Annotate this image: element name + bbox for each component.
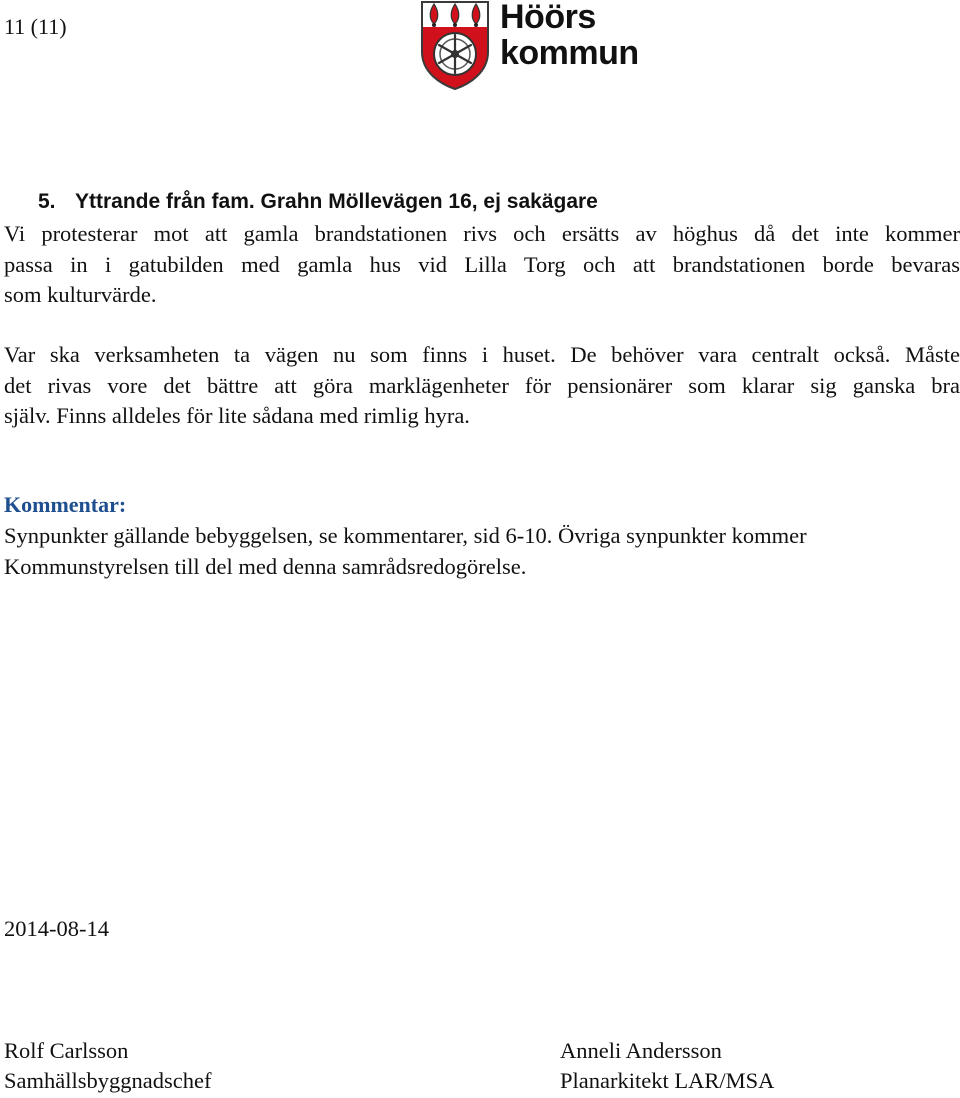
comment-text bbox=[4, 521, 960, 582]
paragraph-1 bbox=[4, 219, 960, 311]
paragraph-line: själv. Finns alldeles för lite sådana med rimlig hyra. bbox=[4, 403, 470, 428]
signature-title: Planarkitekt LAR/MSA bbox=[560, 1068, 775, 1093]
signature-name: Anneli Andersson bbox=[560, 1038, 722, 1063]
document-date: 2014-08-14 bbox=[4, 916, 109, 941]
paragraph-line: som kulturvärde. bbox=[4, 282, 157, 307]
comment-line: Synpunkter gällande bebyggelsen, se kommentarer, sid 6-10. Övriga synpunkter kommer bbox=[4, 523, 807, 548]
comment-label: Kommentar: bbox=[4, 492, 127, 517]
signature-name: Rolf Carlsson bbox=[4, 1038, 129, 1063]
signature-left bbox=[4, 1036, 211, 1096]
signature-title: Samhällsbyggnadschef bbox=[4, 1068, 212, 1093]
logo-line-1: Höörs bbox=[500, 0, 596, 36]
paragraph-line: passa in i gatubilden med gamla hus vid Lilla Torg och att brandstationen borde bevaras bbox=[4, 251, 960, 277]
logo-line-2: kommun bbox=[500, 34, 639, 72]
paragraph-2 bbox=[4, 340, 960, 432]
paragraph-line: det rivas vore det bättre att göra marklägenheter för pensionärer som klarar sig ganska bra bbox=[4, 372, 960, 398]
section-heading bbox=[38, 187, 598, 217]
page-number: 11 (11) bbox=[4, 14, 67, 39]
signature-right bbox=[560, 1036, 774, 1096]
hoor-kommun-logo bbox=[420, 0, 670, 92]
paragraph-line: Var ska verksamheten ta vägen nu som finns i huset. De behöver vara centralt också. Måste bbox=[4, 342, 960, 367]
section-number: 5. bbox=[38, 190, 56, 213]
paragraph-line: Vi protesterar mot att gamla brandstationen rivs och ersätts av höghus då det inte kommer bbox=[4, 221, 960, 246]
section-title: Yttrande från fam. Grahn Möllevägen 16, ej sakägare bbox=[75, 190, 598, 213]
coat-of-arms-icon bbox=[420, 0, 490, 90]
comment-line: Kommunstyrelsen till del med denna samrådsredogörelse. bbox=[4, 553, 527, 579]
